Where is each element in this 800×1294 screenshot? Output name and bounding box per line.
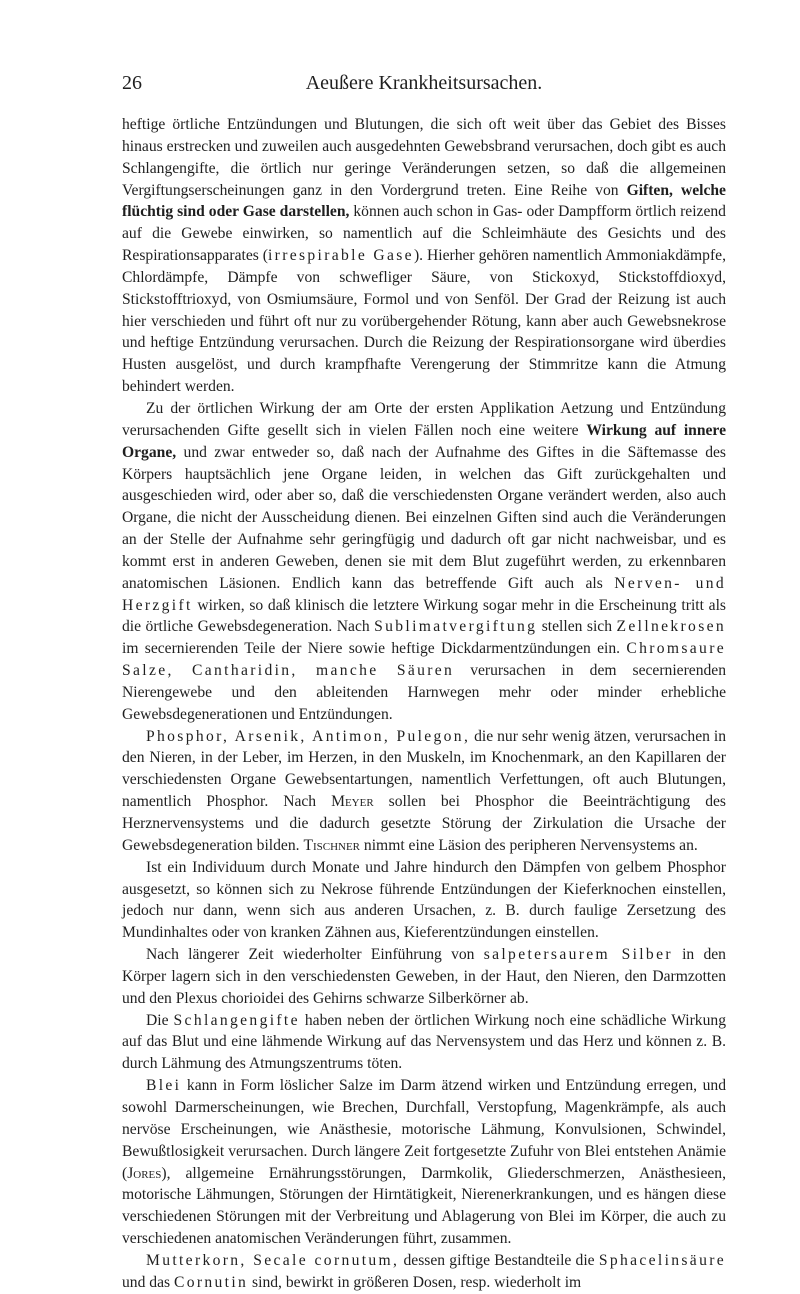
spaced-term: Phosphor, Arsenik, Antimon, Pulegon, xyxy=(146,727,471,745)
text-run: dessen giftige Bestandteile die xyxy=(399,1251,599,1269)
spaced-term: irrespirable Gase xyxy=(268,247,414,265)
text-run: und das xyxy=(122,1273,174,1291)
paragraph-4 xyxy=(122,857,726,944)
spaced-term: Schlangengifte xyxy=(173,1011,300,1029)
paragraph-7 xyxy=(122,1075,726,1250)
paragraph-5 xyxy=(122,944,726,1010)
spaced-term: Sublimatvergiftung xyxy=(374,618,538,636)
spaced-term: Nerven- und Herzgift xyxy=(122,574,726,614)
text-run: heftige örtliche Entzündungen und Blutungen, die sich oft weit über das Gebiet des Bisses hinaus erstrecken und zuweilen auch ausgedehnten Gewebsbrand verursachen, doch gibt es auch Schlangengifte, die örtlich nur geringe Veränderungen setzen, so daß die allgemeinen Vergiftungserscheinungen ganz in den Vordergrund treten. Eine Reihe von xyxy=(122,116,726,199)
text-run: nimmt eine Läsion des peripheren Nervensystems an. xyxy=(360,836,698,854)
spaced-term: Blei xyxy=(146,1077,182,1095)
text-run: können auch schon in Gas- oder Dampfform örtlich reizend auf die Gewebe einwirken, so namentlich auf die Schleimhäute des Gesichts und des Respirationsapparates ( xyxy=(122,203,726,265)
text-run: sollen bei Phosphor die Beeinträchtigung des Herznervensystems und die dadurch gesetzte Störung der Zirkulation die Ursache der Gewebsdegeneration bilden. xyxy=(122,793,726,854)
text-run: Die xyxy=(146,1011,174,1029)
author-name: Jores xyxy=(127,1164,162,1182)
author-name: Tischner xyxy=(303,836,361,854)
page-number: 26 xyxy=(122,72,142,94)
spaced-term: Chromsaure Salze, Cantharidin, manche Säuren xyxy=(122,640,726,680)
spaced-term: Mutterkorn, Secale cornutum, xyxy=(146,1251,400,1269)
bold-term: Giften, welche flüchtig sind oder Gase darstellen, xyxy=(122,181,726,221)
author-name: Meyer xyxy=(331,793,374,811)
text-run: in den Körper lagern sich in den verschiedensten Geweben, in der Haut, den Nieren, den Darmzotten und den Plexus chorioidei des Gehirns schwarze Silberkörner ab. xyxy=(122,946,726,1007)
text-run: haben neben der örtlichen Wirkung noch eine schädliche Wirkung auf das Blut und eine lähmende Wirkung auf das Nervensystem und das Herz und können z. B. durch Lähmung des Atmungszentrums töten. xyxy=(122,1011,726,1073)
page-header xyxy=(122,72,726,108)
paragraph-6 xyxy=(122,1010,726,1076)
paragraph-1 xyxy=(122,114,726,398)
text-run: Zu der örtlichen Wirkung der am Orte der ersten Applikation Aetzung und Entzündung verursachenden Gifte gesellt sich in vielen Fällen noch eine weitere xyxy=(122,399,726,439)
bold-term: Wirkung auf innere Organe, xyxy=(122,421,726,461)
paragraph-8 xyxy=(122,1250,726,1294)
paragraph-3 xyxy=(122,726,726,857)
text-run: und zwar entweder so, daß nach der Aufnahme des Giftes in die Säftemasse des Körpers hauptsächlich jene Organe leiden, in welchen das Gift zurückgehalten und ausgeschieden wird, oder aber so, daß die verschiedensten Organe verändert werden, also auch Organe, die nicht der Ausscheidung dienen. Bei einzelnen Giften sind auch die Veränderungen an der Stelle der Aufnahme sehr geringfügig und dadurch oft gar nicht nachweisbar, und es kommt erst in anderen Geweben, denen sie mit dem Blut zugeführt werden, zu erkennbaren anatomischen Läsionen. Endlich kann das betreffende Gift auch als xyxy=(122,443,726,592)
text-run: Nach längerer Zeit wiederholter Einführung von xyxy=(146,946,484,964)
spaced-term: salpetersaurem Silber xyxy=(483,946,673,964)
text-run: wirken, so daß klinisch die letztere Wirkung sogar mehr in die Erscheinung tritt als die örtliche Gewebsdegeneration. Nach xyxy=(122,596,726,636)
text-run: ). Hierher gehören namentlich Ammoniakdämpfe, Chlordämpfe, Dämpfe von schwefliger Säure, von Stickoxyd, Stickstoffdioxyd, Stickstofftrioxyd, von Osmiumsäure, Formol und von Senföl. Der Grad der Reizung ist auch hier verschieden und führt oft nur zu vorübergehender Rötung, kann aber auch Gewebsnekrose und heftige Entzündung verursachen. Durch die Reizung der Respirationsorgane wird überdies Husten ausgelöst, und durch krampfhafte Verengerung der Stimmritze kann die Atmung behindert werden. xyxy=(122,247,726,396)
text-run: die nur sehr wenig ätzen, verursachen in den Nieren, in der Leber, im Herzen, in den Muskeln, im Knochenmark, an den Kapillaren der verschiedensten Organe Gewebsentartungen, namentlich Verfettungen, oft auch Blutungen, namentlich Phosphor. Nach xyxy=(122,727,726,811)
spaced-term: Sphacelinsäure xyxy=(598,1251,726,1269)
spaced-term: Cornutin xyxy=(173,1273,249,1291)
text-run: ), allgemeine Ernährungsstörungen, Darmkolik, Gliederschmerzen, Anästhesieen, motorische Lähmungen, Störungen der Hirntätigkeit, Nierenerkrankungen, und es hängen diese verschiedenen Störungen mit der Verbreitung und Ablagerung von Blei im Körper, die auch zu verschiedenen anatomischen Veränderungen führt, zusammen. xyxy=(122,1164,726,1248)
spaced-term: Zellnekrosen xyxy=(616,618,726,636)
text-run: sind, bewirkt in größeren Dosen, resp. wiederholt im xyxy=(248,1273,582,1291)
paragraph-2 xyxy=(122,398,726,726)
text-run: stellen sich xyxy=(537,618,617,636)
text-run: Ist ein Individuum durch Monate und Jahre hindurch den Dämpfen von gelbem Phosphor ausgesetzt, so können sich zu Nekrose führende Entzündungen der Kieferknochen einstellen, jedoch nur dann, wenn sich aus anderen Ursachen, z. B. durch faulige Zersetzung des Mundinhaltes oder von kranken Zähnen aus, Kieferentzündungen einstellen. xyxy=(122,858,726,942)
text-run: verursachen in dem secernierenden Nierengewebe und den ableitenden Harnwegen mehr oder minder erhebliche Gewebsdegenerationen und Entzündungen. xyxy=(122,662,727,723)
text-run: kann in Form löslicher Salze im Darm ätzend wirken und Entzündung erregen, und sowohl Darmerscheinungen, wie Brechen, Durchfall, Verstopfung, Magenkrämpfe, als auch nervöse Erscheinungen, wie Anästhesie, motorische Lähmung, Konvulsionen, Schwindel, Bewußtlosigkeit verursachen. Durch längere Zeit fortgesetzte Zufuhr von Blei entstehen Anämie ( xyxy=(122,1077,726,1182)
body-text xyxy=(122,114,726,1294)
running-title: Aeußere Krankheitsursachen. xyxy=(305,72,543,94)
text-run: im secernierenden Teile der Niere sowie heftige Dickdarmentzündungen ein. xyxy=(122,640,627,658)
